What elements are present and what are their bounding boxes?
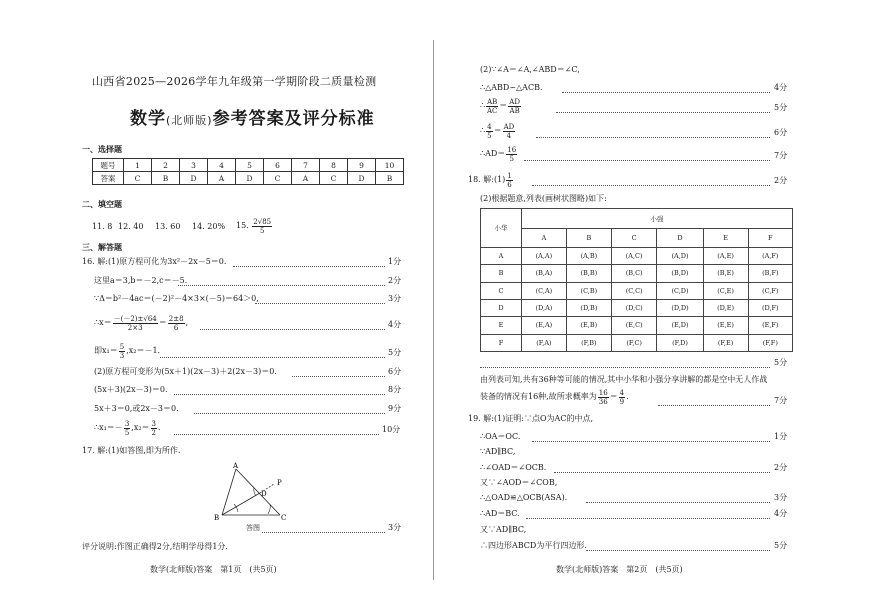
score-label: 6分 (388, 367, 402, 376)
page-footer: 数学(北师版)答案 第1页 (共5页) (150, 565, 277, 574)
text-span: ＝ (609, 392, 618, 401)
score-label: 2分 (388, 276, 402, 285)
q17-2-line-5 (480, 144, 518, 164)
table-cell: C (320, 172, 348, 185)
page-footer: 数学(北师版)答案 第2页 (共5页) (556, 565, 683, 574)
fraction (124, 420, 130, 437)
table-cell: (B,D) (657, 265, 703, 282)
table-cell: (D,A) (522, 299, 567, 316)
outcome-table (480, 208, 793, 352)
label-D: D (261, 490, 267, 498)
column-header: E (703, 229, 748, 247)
dot-leader (174, 394, 385, 395)
table-cell: D (348, 172, 376, 185)
q16-line-2: 这里a＝3,b＝－2,c＝－5. (94, 276, 188, 285)
text-span: ∴ (480, 101, 486, 110)
subtitle-subject: 数学 (130, 109, 166, 129)
fraction (619, 389, 625, 406)
denominator: 5 (259, 226, 265, 235)
fraction (252, 218, 272, 235)
row-header: A (481, 247, 522, 264)
label-C: C (281, 514, 287, 522)
text-span: 装备的情况有16种,故所求概率为 (480, 392, 597, 401)
table-cell: (F,C) (611, 334, 657, 351)
q19-line-8: 又∵AD∥BC, (480, 525, 527, 534)
table-cell: 2 (152, 159, 180, 172)
table-cell: (B,A) (522, 265, 567, 282)
scoring-note: 评分说明:作图正确得2分,结明学母得1分. (82, 542, 228, 551)
dot-leader (262, 532, 385, 533)
table-cell: 4 (208, 159, 236, 172)
table-cell: 10 (376, 159, 404, 172)
denominator: 9 (619, 397, 625, 406)
table-cell: 8 (320, 159, 348, 172)
fill-answer-15 (236, 216, 273, 236)
numerator: 1 (507, 171, 512, 180)
text-span: ,x₂＝－1. (126, 346, 161, 355)
column-header: A (522, 229, 567, 247)
table-cell: (B,C) (611, 265, 657, 282)
numerator: 16 (598, 388, 608, 397)
q18-line-2: (2)根据题意,列表(画树状图略)如下: (480, 194, 607, 203)
text-span: ∴ (480, 126, 486, 135)
table-cell: (C,B) (566, 282, 611, 299)
numerator: 2√85 (253, 217, 272, 226)
construction-arc (268, 504, 270, 514)
table-cell: (A,D) (657, 247, 703, 264)
dot-leader (178, 285, 385, 286)
choice-answer-table (92, 158, 404, 185)
table-cell-head: 答案 (93, 172, 124, 185)
table-cell: (D,D) (657, 299, 703, 316)
dot-leader (174, 434, 379, 435)
text-span: 即x₁＝ (94, 346, 118, 355)
table-top-header: 小强 (522, 209, 793, 229)
q16-line-8: 5x＋3＝0,或2x－3＝0. (94, 404, 179, 413)
dot-leader (586, 502, 770, 503)
text-span: ,x₂＝ (131, 423, 150, 432)
label-A: A (233, 462, 239, 470)
fill-answer-11: 11. 8 (92, 222, 113, 231)
text-span: ∴x₁＝－ (94, 423, 123, 432)
text-span: ∴x＝ (94, 318, 112, 327)
text-span: ∴AD＝ (480, 149, 506, 158)
table-cell: (B,F) (748, 265, 792, 282)
fill-answer-12: 12. 40 (118, 222, 144, 231)
table-cell: C (124, 172, 152, 185)
table-cell: 9 (348, 159, 376, 172)
numerator: 4 (487, 122, 492, 131)
subtitle-edition: (北师版) (166, 114, 213, 127)
table-cell: 3 (180, 159, 208, 172)
table-cell: (C,A) (522, 282, 567, 299)
numerator: AB (487, 97, 498, 106)
q17-line-1: 17. 解:(1)如答图,即为所作. (82, 446, 181, 455)
column-header: D (657, 229, 703, 247)
table-cell: (F,B) (566, 334, 611, 351)
denominator: AB (509, 106, 520, 115)
table-cell: (A,E) (703, 247, 748, 264)
q18-line-1 (468, 170, 514, 190)
fraction (151, 420, 157, 437)
text-span: . (158, 423, 161, 432)
table-row (481, 209, 793, 229)
table-cell: (A,B) (566, 247, 611, 264)
score-label: 5分 (774, 103, 788, 112)
table-cell: (E,E) (703, 317, 748, 334)
denominator: 6 (173, 323, 179, 332)
table-cell: (C,C) (611, 282, 657, 299)
table-cell: (A,F) (748, 247, 792, 264)
fill-answer-14: 14. 20% (192, 222, 226, 231)
numerator: 4 (619, 388, 625, 397)
table-cell: (F,A) (522, 334, 567, 351)
dot-leader (200, 329, 385, 330)
table-cell: (E,F) (748, 317, 792, 334)
score-label: 3分 (388, 294, 402, 303)
row-header: B (481, 265, 522, 282)
row-header: E (481, 317, 522, 334)
q16-line-6: (2)原方程可变形为(5x＋1)(2x－3)＋2(2x－3)＝0. (94, 367, 277, 376)
table-cell: (E,C) (611, 317, 657, 334)
score-label: 10分 (382, 425, 401, 434)
fraction (503, 123, 516, 140)
text-span: ＝ (158, 318, 167, 327)
table-row (481, 334, 793, 351)
score-label: 3分 (774, 493, 788, 502)
document-subtitle (130, 104, 375, 129)
denominator: 5 (509, 154, 514, 163)
figure-caption: 答图 (246, 524, 260, 532)
fraction (168, 315, 185, 332)
table-cell: 7 (292, 159, 320, 172)
table-cell: (A,A) (522, 247, 567, 264)
numerator: 2±8 (168, 314, 184, 323)
column-header: F (748, 229, 792, 247)
score-label: 5分 (774, 358, 788, 367)
numerator: AD (509, 97, 520, 106)
score-label: 2分 (774, 176, 788, 185)
table-row (481, 317, 793, 334)
table-cell: (E,B) (566, 317, 611, 334)
table-cell: A (292, 172, 320, 185)
table-cell: (D,B) (566, 299, 611, 316)
dot-leader (292, 376, 385, 377)
table-cell: (C,F) (748, 282, 792, 299)
q16-line-4 (94, 313, 188, 333)
text-span: ＝ (499, 101, 508, 110)
dot-leader (556, 112, 770, 113)
segment-AC (236, 469, 280, 515)
label-P: P (277, 479, 282, 487)
numerator: 16 (507, 145, 517, 154)
q19-line-2: ∴OA＝OC. (480, 432, 521, 441)
table-cell: (B,B) (566, 265, 611, 282)
q16-line-5 (94, 341, 160, 361)
dot-leader (532, 185, 770, 186)
score-label: 9分 (388, 404, 402, 413)
table-corner-cell: 小华 (481, 209, 522, 248)
dot-leader (480, 367, 770, 368)
score-label: 7分 (774, 396, 788, 405)
dot-leader (194, 413, 385, 414)
dot-leader (554, 472, 770, 473)
table-row (481, 265, 793, 282)
q16-line-7: (5x＋3)(2x－3)＝0. (94, 385, 168, 394)
fraction (113, 315, 158, 332)
section-heading-fill: 二、填空题 (82, 199, 122, 209)
table-row (481, 247, 793, 264)
section-heading-solve: 三、解答题 (82, 242, 122, 252)
geometry-figure (210, 460, 300, 530)
table-cell: 1 (124, 159, 152, 172)
dot-leader (562, 92, 770, 93)
table-cell: (D,F) (748, 299, 792, 316)
q17-2-line-1: (2)∵∠A＝∠A,∠ABD＝∠C, (480, 65, 580, 74)
table-row (93, 172, 404, 185)
numerator: AD (503, 122, 515, 131)
score-label: 8分 (388, 385, 402, 394)
denominator: 5 (124, 428, 130, 437)
fill-answer-15-label: 15. (236, 221, 249, 230)
table-cell: (C,E) (703, 282, 748, 299)
text-span: , (185, 318, 189, 327)
fraction (506, 172, 512, 189)
score-label: 1分 (774, 432, 788, 441)
table-cell: (E,A) (522, 317, 567, 334)
q18-line-4 (480, 387, 629, 407)
text-span: 18. 解:(1) (468, 175, 506, 184)
table-cell: (D,E) (703, 299, 748, 316)
q16-line-1: 16. 解:(1)原方程可化为3x²－2x－5＝0. (82, 257, 227, 266)
numerator: 5 (119, 342, 125, 351)
numerator: －(－2)±√64 (113, 314, 157, 323)
denominator: 6 (507, 180, 512, 189)
q19-line-9: ∴四边形ABCD为平行四边形. (480, 541, 587, 550)
section-heading-choice: 一、选择题 (82, 144, 122, 154)
answer-page-2 (436, 0, 870, 615)
q19-line-3: ∵AD∥BC, (480, 447, 516, 456)
score-label: 6分 (774, 128, 788, 137)
denominator: 5 (487, 131, 492, 140)
row-header: C (481, 282, 522, 299)
q17-2-line-3 (480, 96, 522, 116)
score-label: 4分 (388, 320, 402, 329)
fraction (506, 146, 517, 163)
column-header: C (611, 229, 657, 247)
score-label: 3分 (388, 523, 402, 532)
dot-leader (526, 518, 770, 519)
table-cell: (C,D) (657, 282, 703, 299)
dot-leader (532, 441, 770, 442)
score-label: 2分 (774, 463, 788, 472)
q18-line-3: 由列表可知,共有36种等可能的情况,其中小华和小强分享讲解的都是空中无人作战 (480, 375, 768, 384)
denominator: 4 (506, 131, 512, 140)
dot-leader (586, 550, 770, 551)
table-cell: 5 (236, 159, 264, 172)
fill-answer-13: 13. 60 (155, 222, 181, 231)
q16-line-3: ∵Δ＝b²－4ac＝(－2)²－4×3×(－5)＝64＞0, (94, 294, 259, 303)
q19-line-6: ∴△OAD≌△OCB(ASA). (480, 493, 568, 502)
q19-line-4: ∴∠OAD＝∠OCB. (480, 463, 547, 472)
table-row (481, 229, 793, 247)
denominator: 2 (151, 428, 157, 437)
table-row (93, 159, 404, 172)
dot-leader (255, 303, 385, 304)
denominator: 3 (119, 351, 125, 360)
q19-line-5: 又∵∠AOD＝∠COB, (480, 478, 558, 487)
denominator: AC (486, 106, 498, 115)
fraction (598, 389, 609, 406)
denominator: 36 (598, 397, 608, 406)
score-label: 4分 (774, 83, 788, 92)
table-cell: A (208, 172, 236, 185)
q17-2-line-2: ∴△ABD∽△ACB. (480, 83, 543, 92)
score-label: 4分 (774, 509, 788, 518)
table-cell: (D,C) (611, 299, 657, 316)
exam-title: 山西省2025—2026学年九年级第一学期阶段二质量检测 (92, 75, 377, 88)
table-cell: (F,D) (657, 334, 703, 351)
q16-line-9 (94, 418, 161, 438)
table-cell: (F,E) (703, 334, 748, 351)
table-cell: B (376, 172, 404, 185)
dot-leader (160, 357, 385, 358)
q19-line-7: ∴AD＝BC. (480, 509, 520, 518)
denominator: 2×3 (127, 323, 143, 332)
fraction (486, 98, 498, 115)
score-label: 7分 (774, 151, 788, 160)
q17-2-line-4 (480, 121, 516, 141)
fraction (486, 123, 492, 140)
dot-leader (233, 266, 385, 267)
table-cell: D (236, 172, 264, 185)
table-cell: 6 (264, 159, 292, 172)
table-cell: (B,E) (703, 265, 748, 282)
column-header: B (566, 229, 611, 247)
page-divider (433, 40, 434, 580)
text-span: ＝ (493, 126, 502, 135)
fraction (119, 343, 125, 360)
dot-leader (536, 137, 770, 138)
table-row (481, 282, 793, 299)
answer-page-1 (0, 0, 432, 615)
numerator: 3 (124, 419, 130, 428)
row-header: D (481, 299, 522, 316)
score-label: 1分 (388, 257, 402, 266)
table-row (481, 299, 793, 316)
numerator: 3 (151, 419, 157, 428)
dot-leader (658, 405, 770, 406)
table-cell: D (180, 172, 208, 185)
subtitle-rest: 参考答案及评分标准 (212, 109, 375, 129)
table-cell: (A,C) (611, 247, 657, 264)
fraction (508, 98, 521, 115)
score-label: 5分 (774, 541, 788, 550)
text-span: . (626, 392, 629, 401)
table-cell: B (152, 172, 180, 185)
table-cell: C (264, 172, 292, 185)
label-B: B (214, 514, 220, 522)
dot-leader (524, 160, 770, 161)
table-cell-head: 题号 (93, 159, 124, 172)
q19-line-1: 19. 解:(1)证明:∵点O为AC的中点, (468, 414, 593, 423)
score-label: 5分 (388, 348, 402, 357)
row-header: F (481, 334, 522, 351)
table-cell: (F,F) (748, 334, 792, 351)
table-cell: (E,D) (657, 317, 703, 334)
